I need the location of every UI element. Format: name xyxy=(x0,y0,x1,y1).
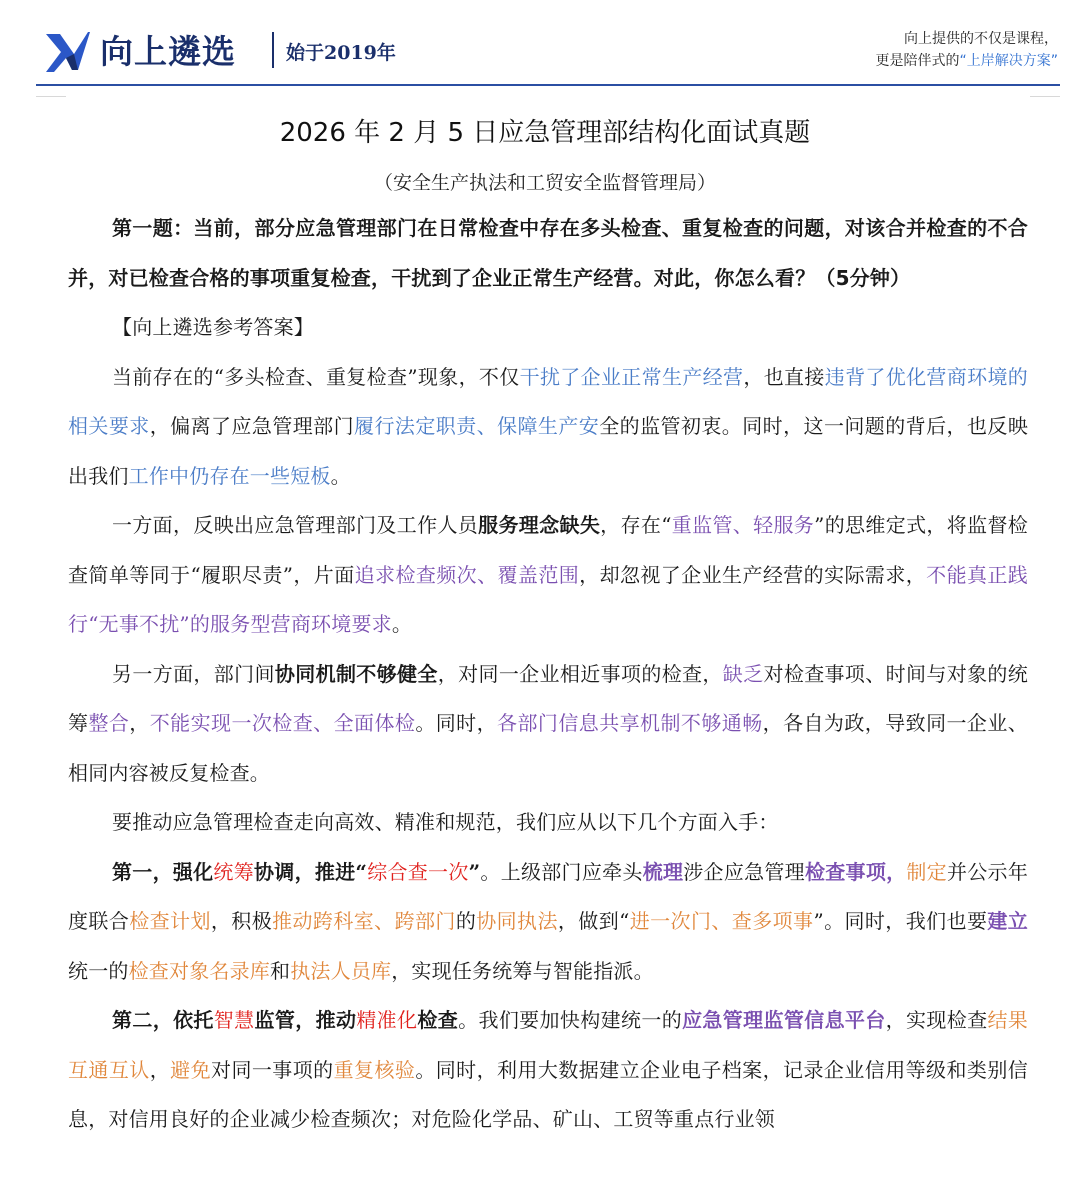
text-run: 工作中仍存在一些短板 xyxy=(128,463,331,488)
xiangshang-logo-icon xyxy=(44,30,92,74)
text-run: ，实现检查 xyxy=(885,1008,988,1032)
text-run: ，也直接 xyxy=(743,364,825,389)
question-text: 第一题：当前，部分应急管理部门在日常检查中存在多头检查、重复检查的问题，对该合并检查的不合并，对已检查合格的事项重复检查，干扰到了企业正常生产经营。对此，你怎么看？（5分钟） xyxy=(68,216,1028,290)
text-run: 监管，推动 xyxy=(254,1008,357,1032)
brand-slogan xyxy=(875,28,1058,72)
text-run: 不能真正践行“无事不扰”的服务型营商环境要求 xyxy=(68,562,1029,636)
text-run: 检查对象名录库 xyxy=(128,958,271,983)
text-run: 。上级部门应牵头 xyxy=(480,859,643,884)
answer-paragraph xyxy=(68,798,1028,848)
text-run: 另一方面，部门间 xyxy=(112,661,275,686)
slogan-line-2 xyxy=(875,50,1058,72)
text-run: 综合查一次 xyxy=(367,859,469,884)
text-run: 精准化 xyxy=(356,1008,418,1032)
answer-paragraph xyxy=(68,353,1028,502)
text-run: ，存在“ xyxy=(600,513,672,537)
text-run: 全的监管初衷。同时，这一问题的背后，也反映出我们 xyxy=(68,414,1029,488)
text-run: 检查 xyxy=(417,1008,459,1032)
text-run: ” xyxy=(468,859,481,884)
text-run: 制定 xyxy=(906,859,947,884)
text-run: 第一，强化 xyxy=(112,859,214,884)
text-run: ，实现任务统筹与智能指派。 xyxy=(391,958,654,983)
header-rule xyxy=(36,84,1060,86)
text-run: 结果互通互认 xyxy=(68,1008,1029,1082)
text-run: 对同一事项的 xyxy=(211,1057,334,1082)
text-run: 避免 xyxy=(170,1057,212,1082)
text-run: 协同机制不够健全 xyxy=(274,661,438,686)
text-run: 干扰了企业正常生产经营 xyxy=(519,364,744,389)
text-run: 统筹 xyxy=(213,859,254,884)
text-run: 检查计划 xyxy=(129,909,211,933)
page-header xyxy=(0,0,1080,96)
text-run: 一方面，反映出应急管理部门及工作人员 xyxy=(112,513,479,537)
document-title: 2026 年 2 月 5 日应急管理部结构化面试真题 xyxy=(279,118,811,148)
brand-since: 始于2019年 xyxy=(286,42,396,64)
logo-divider xyxy=(272,32,274,68)
text-run: ，积极 xyxy=(210,909,273,933)
answer-paragraph xyxy=(68,848,1028,997)
text-run: 缺乏 xyxy=(722,661,764,686)
divider-left xyxy=(36,96,66,97)
text-run: 。同时，利用大数据建立企业电子档案，记录企业信用等级和类别信息，对信用良好的企业减少检查频次；对危险化学品、矿山、工贸等重点行业领 xyxy=(68,1057,1028,1131)
text-run: 服务理念缺失 xyxy=(478,513,601,537)
text-run: ， xyxy=(149,1057,171,1082)
answer-paragraph xyxy=(68,650,1028,799)
text-run: 涉企应急管理 xyxy=(683,859,805,884)
text-run: 第二，依托 xyxy=(112,1008,214,1032)
text-run: 各部门信息共享机制不够通畅 xyxy=(497,711,763,735)
text-run: 重监管、轻服务 xyxy=(671,513,815,537)
text-run: 违背了优化营商环境的相关要求 xyxy=(68,364,1028,438)
slogan-line-2-prefix: 更是陪伴式的 xyxy=(875,53,960,69)
text-run: ，对同一企业相近事项的检查， xyxy=(437,661,723,686)
text-run: ，做到“ xyxy=(557,909,630,933)
text-run: 。 xyxy=(391,612,413,636)
answer-heading: 【向上遴选参考答案】 xyxy=(112,315,314,339)
text-run: 要推动应急管理检查走向高效、精准和规范，我们应从以下几个方面入手： xyxy=(112,810,779,834)
text-run: 。同时， xyxy=(415,711,498,735)
text-run: ”的思维定式，将监督检查简单等同于“履职尽责”，片面 xyxy=(68,513,1028,587)
text-run: 建立 xyxy=(987,909,1028,933)
text-run: 。 xyxy=(330,463,351,488)
text-run: 履行法定职责、保障生产安 xyxy=(354,414,600,438)
text-run: 检查事项， xyxy=(804,859,907,884)
brand-logo-text: 向上遴选 xyxy=(100,32,236,71)
text-run: 并公示年度联合 xyxy=(68,859,1029,933)
text-run: 重复核验 xyxy=(333,1057,416,1082)
text-run: 进一次门、查多项事 xyxy=(629,909,814,933)
text-run: ，却忽视了企业生产经营的实际需求， xyxy=(579,562,927,587)
text-run: 不能实现一次检查、全面体检 xyxy=(149,711,416,735)
text-run: 协调，推进“ xyxy=(254,859,368,884)
text-run: 梳理 xyxy=(642,859,684,884)
text-run: 和 xyxy=(270,958,291,983)
text-run: 智慧 xyxy=(213,1008,255,1032)
text-run: 统一的 xyxy=(68,958,129,983)
answer-paragraph xyxy=(68,501,1028,650)
text-run: 协同执法 xyxy=(476,909,558,933)
text-run: 当前存在的“多头检查、重复检查”现象，不仅 xyxy=(112,364,520,389)
document-body xyxy=(68,204,1028,1145)
slogan-highlight: “上岸解决方案” xyxy=(959,53,1058,69)
text-run: 整合 xyxy=(88,711,130,735)
text-run: 执法人员库 xyxy=(290,958,392,983)
slogan-line-1: 向上提供的不仅是课程， xyxy=(904,31,1058,47)
text-run: ”。同时，我们也要 xyxy=(813,909,988,933)
text-run: 。我们要加快构建统一的 xyxy=(458,1008,683,1032)
answer-paragraph xyxy=(68,996,1028,1145)
text-run: 应急管理监管信息平台 xyxy=(682,1008,886,1032)
text-run: ，偏离了应急管理部门 xyxy=(149,414,355,438)
text-run: 推动跨科室、跨部门 xyxy=(272,909,456,933)
text-run: 对检查事项、时间与对象的统筹 xyxy=(68,661,1028,735)
answer-paragraphs xyxy=(68,353,1028,1145)
text-run: 的 xyxy=(455,909,477,933)
text-run: ， xyxy=(129,711,150,735)
text-run: 追求检查频次、覆盖范围 xyxy=(354,562,580,587)
text-run: ，各自为政，导致同一企业、相同内容被反复检查。 xyxy=(68,711,1028,785)
document-subtitle: （安全生产执法和工贸安全监督管理局） xyxy=(373,172,716,194)
divider-right xyxy=(1030,96,1060,97)
